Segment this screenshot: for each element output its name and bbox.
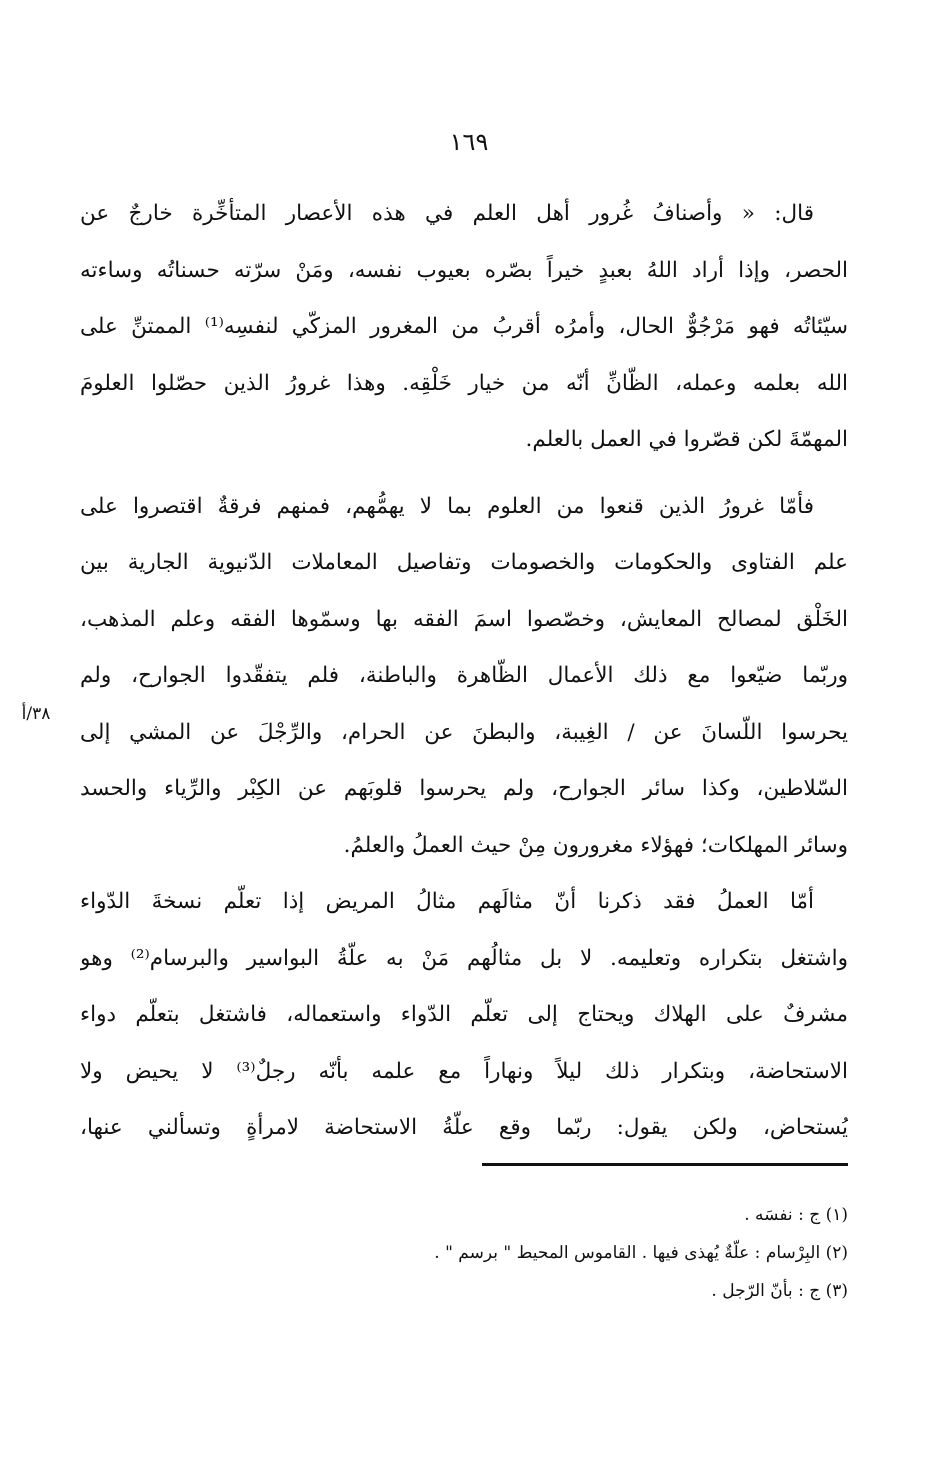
footnote-1: (١) ج : نفسَه . bbox=[744, 1205, 848, 1225]
text-line: الله بعلمه وعمله، الظّانِّ أنّه من خيار خَلْقِه. وهذا غرورُ الذين حصّلوا العلومَ bbox=[80, 370, 848, 396]
text-line: مشرفٌ على الهلاك ويحتاج إلى تعلّم الدّواء واستعماله، فاشتغل بتعلّم دواء bbox=[80, 1002, 848, 1027]
text-line: وربّما ضيّعوا مع ذلك الأعمال الظّاهرة والباطنة، فلم يتفقّدوا الجوارح، ولم bbox=[80, 663, 848, 688]
footnotes bbox=[80, 1196, 848, 1310]
text-line: الحصر، وإذا أراد اللهُ بعبدٍ خيراً بصّره بعيوب نفسه، ومَنْ سرّته حسناتُه وساءته bbox=[80, 257, 848, 283]
text-line: الخَلْق لمصالح المعايش، وخصّصوا اسمَ الفقه بها وسمّوها الفقه وعلم المذهب، bbox=[80, 606, 848, 632]
text-line: يُستحاض، ولكن يقول: ربّما وقع علّةُ الاستحاضة لامرأةٍ وتسألني عنها، bbox=[80, 1115, 848, 1140]
footnote-3: (٣) ج : بأنّ الرّجل . bbox=[711, 1281, 848, 1301]
footnote-2: (٢) البِرْسام : علّةٌ يُهذى فيها . القاموس المحيط " برسم " . bbox=[434, 1243, 848, 1263]
text-line: علم الفتاوى والحكومات والخصومات وتفاصيل المعاملات الدّنيوية الجارية بين bbox=[80, 550, 848, 575]
footnote-separator bbox=[482, 1163, 848, 1166]
text-line: السّلاطين، وكذا سائر الجوارح، ولم يحرسوا قلوبَهم عن الكِبْر والرِّياء والحسد bbox=[80, 776, 848, 801]
text-line: واشتغل بتكراره وتعليمه. لا بل مثالُهم مَنْ به علّةُ البواسير والبرسام⁽²⁾ وهو bbox=[80, 945, 848, 971]
paragraph-3 bbox=[80, 874, 848, 1157]
text-line: فأمّا غرورُ الذين قنعوا من العلوم بما لا يهمُّهم، فمنهم فرقةٌ اقتصروا على bbox=[80, 493, 814, 519]
paragraph-1 bbox=[80, 186, 848, 469]
body-text bbox=[80, 186, 848, 1157]
text-line: سيّئاتُه فهو مَرْجُوٌّ الحال، وأمرُه أقربُ من المغرور المزكّي لنفسِه⁽¹⁾ الممتنِّ على bbox=[80, 314, 848, 339]
paragraph-2 bbox=[80, 479, 848, 875]
text-line: قال: « وأصنافُ غُرور أهل العلم في هذه الأعصار المتأخِّرة خارجٌ عن bbox=[80, 201, 814, 226]
text-line: المهمّةَ لكن قصّروا في العمل بالعلم. bbox=[525, 427, 848, 452]
text-line: وسائر المهلكات؛ فهؤلاء مغرورون مِنْ حيث العملُ والعلمُ. bbox=[343, 832, 848, 858]
manuscript-folio-marker: ٣٨/أ bbox=[21, 704, 51, 724]
page-number: ١٦٩ bbox=[449, 128, 489, 156]
text-line: يحرسوا اللّسانَ عن / الغِيبة، والبطنَ عن الحرام، والرِّجْلَ عن المشي إلى bbox=[80, 719, 848, 745]
text-line: الاستحاضة، وبتكرار ذلك ليلاً ونهاراً مع علمه بأنّه رجلٌ⁽³⁾ لا يحيض ولا bbox=[80, 1058, 848, 1084]
text-line: أمّا العملُ فقد ذكرنا أنّ مثالَهم مثالُ المريض إذا تعلّم نسخةَ الدّواء bbox=[80, 889, 814, 914]
